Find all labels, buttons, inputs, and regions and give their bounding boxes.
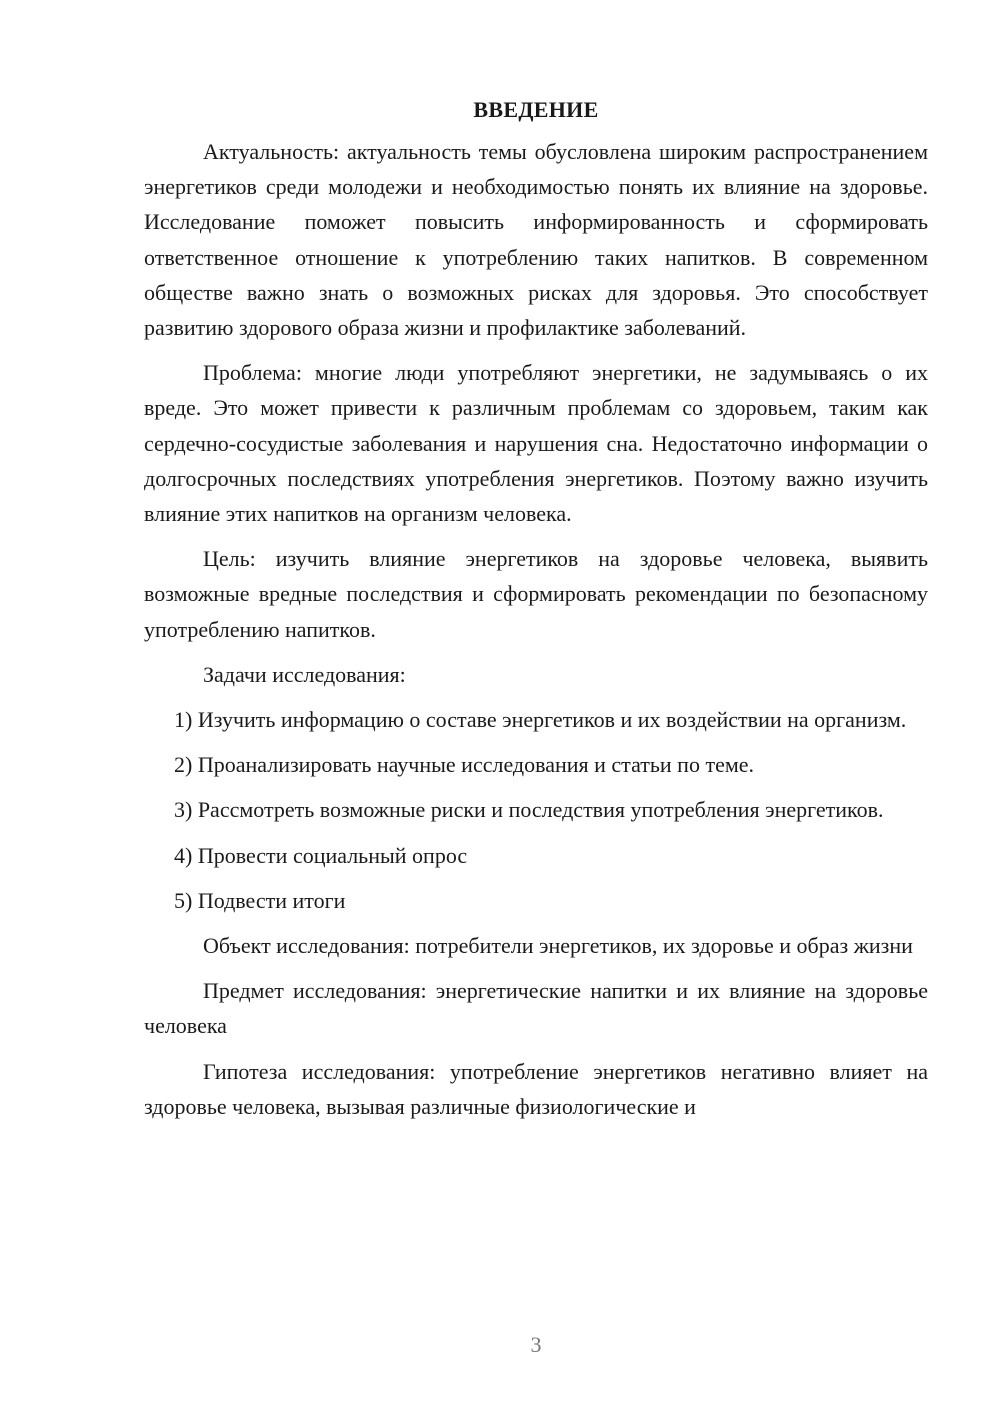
task-item-2: 2) Проанализировать научные исследования и статьи по теме.	[174, 752, 755, 778]
paragraph-goal: Цель: изучить влияние энергетиков на здоровье человека, выявить возможные вредные последствия и сформировать рекомендации по безопасному употреблению напитков.	[144, 546, 928, 642]
paragraph-hypothesis: Гипотеза исследования: употребление энергетиков негативно влияет на здоровье человека, вызывая различные физиологические и	[144, 1058, 928, 1119]
page-title: ВВЕДЕНИЕ	[473, 97, 599, 122]
page-number: 3	[530, 1332, 542, 1357]
document-body	[144, 92, 928, 1134]
task-item-5: 5) Подвести итоги	[174, 887, 346, 913]
paragraph-relevance: Актуальность: актуальность темы обусловлена широким распространением энергетиков среди молодежи и необходимостью понять их влияние на здоровье. Исследование поможет повысить информированность и сформировать ответственное отношение к употреблению таких напитков. В современном обществе важно знать о возможных рисках для здоровья. Это способствует развитию здорового образа жизни и профилактике заболеваний.	[144, 139, 928, 341]
paragraph-subject: Предмет исследования: энергетические напитки и их влияние на здоровье человека	[144, 978, 928, 1039]
paragraph-tasks-heading: Задачи исследования:	[203, 661, 406, 687]
paragraph-problem: Проблема: многие люди употребляют энергетики, не задумываясь о их вреде. Это может привести к различным проблемам со здоровьем, таким как сердечно-сосудистые заболевания и нарушения сна. Недостаточно информации о долгосрочных последствиях употребления энергетиков. Поэтому важно изучить влияние этих напитков на организм человека.	[144, 360, 928, 527]
task-item-4: 4) Провести социальный опрос	[174, 842, 468, 868]
task-item-1: 1) Изучить информацию о составе энергетиков и их воздействии на организм.	[174, 707, 907, 733]
paragraph-object: Объект исследования: потребители энергетиков, их здоровье и образ жизни	[203, 933, 913, 959]
task-item-3: 3) Рассмотреть возможные риски и последствия употребления энергетиков.	[174, 797, 884, 823]
